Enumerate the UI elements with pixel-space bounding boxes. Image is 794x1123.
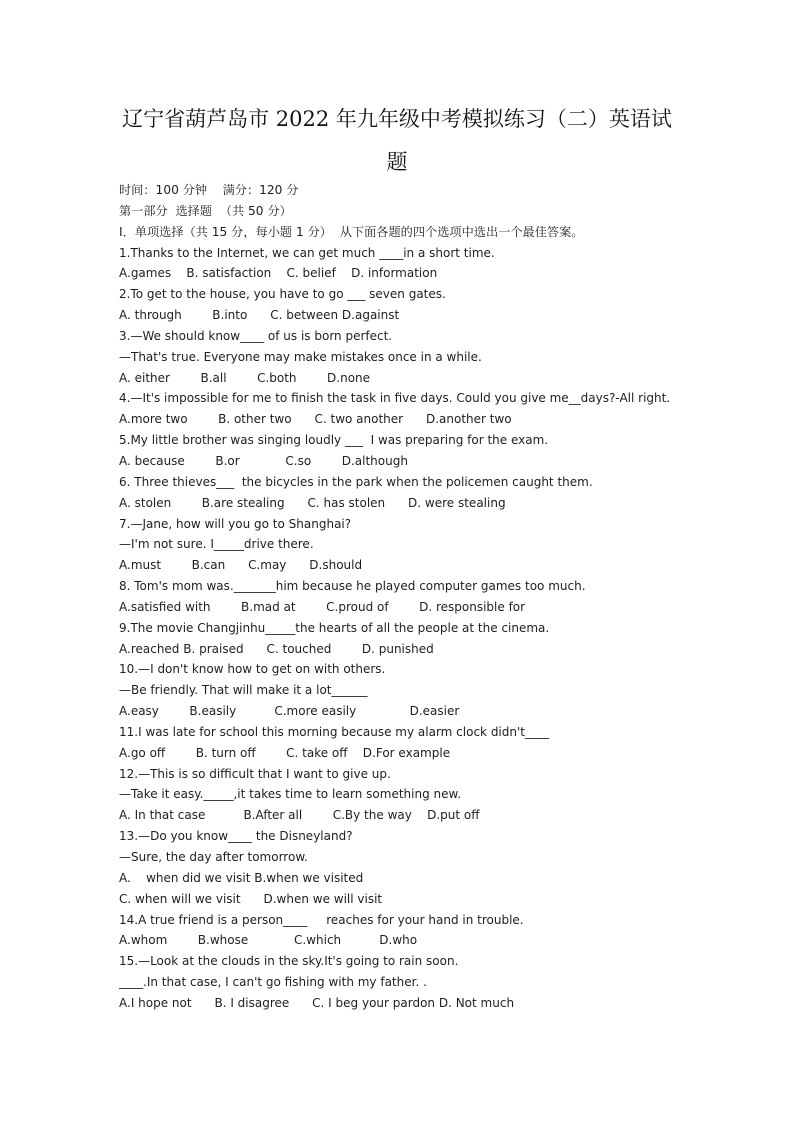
question-13-options-cd: C. when will we visit D.when we will visit [119, 891, 383, 906]
question-15-reply: ____.In that case, I can't go fishing with my father. . [119, 975, 427, 990]
question-12: 12.—This is so difficult that I want to give up. [119, 766, 391, 781]
question-10-options: A.easy B.easily C.more easily D.easier [119, 704, 460, 719]
question-13: 13.—Do you know____ the Disneyland? [119, 829, 353, 844]
question-10-reply: —Be friendly. That will make it a lot______ [119, 683, 368, 698]
question-5: 5.My little brother was singing loudly ___ I was preparing for the exam. [119, 433, 549, 448]
question-1: 1.Thanks to the Internet, we can get much ____in a short time. [119, 245, 495, 260]
question-list [119, 180, 739, 1014]
question-9-options: A.reached B. praised C. touched D. punished [119, 641, 434, 656]
question-7-options: A.must B.can C.may D.should [119, 558, 363, 573]
question-15-options: A.I hope not B. I disagree C. I beg your pardon D. Not much [119, 995, 515, 1010]
question-6: 6. Three thieves___ the bicycles in the park when the policemen caught them. [119, 474, 593, 489]
question-7-reply: —I'm not sure. I_____drive there. [119, 537, 314, 552]
question-14-options: A.whom B.whose C.which D.who [119, 933, 418, 948]
question-8: 8. Tom's mom was._______him because he played computer games too much. [119, 579, 586, 594]
question-13-reply: —Sure, the day after tomorrow. [119, 850, 308, 864]
question-12-reply: —Take it easy._____,it takes time to learn something new. [119, 787, 462, 802]
question-10: 10.—I don't know how to get on with others. [119, 662, 386, 677]
section-instructions: I．单项选择（共 15 分，每小题 1 分） 从下面各题的四个选项中选出一个最佳答案。 [119, 224, 584, 239]
question-4-options: A.more two B. other two C. two another D.another two [119, 412, 512, 427]
question-3-options: A. either B.all C.both D.none [119, 370, 371, 385]
section-heading: 第一部分 选择题 （共 50 分） [119, 203, 292, 218]
question-4: 4.—It's impossible for me to finish the task in five days. Could you give me__days?-All right. [119, 391, 671, 406]
question-5-options: A. because B.or C.so D.although [119, 453, 408, 468]
question-3: 3.—We should know____ of us is born perfect. [119, 328, 393, 343]
question-11-options: A.go off B. turn off C. take off D.For example [119, 745, 451, 760]
exam-info: 时间：100 分钟 满分：120 分 [119, 183, 299, 197]
question-1-options: A.games B. satisfaction C. belief D. information [119, 266, 438, 281]
question-9: 9.The movie Changjinhu_____the hearts of all the people at the cinema. [119, 620, 550, 635]
question-13-options-ab: A. when did we visit B.when we visited [119, 870, 364, 885]
question-11: 11.I was late for school this morning because my alarm clock didn't____ [119, 724, 549, 739]
question-7: 7.—Jane, how will you go to Shanghai? [119, 516, 352, 531]
document-title-line-1: 辽宁省葫芦岛市 2022 年九年级中考模拟练习（二）英语试 [122, 107, 672, 131]
question-15: 15.—Look at the clouds in the sky.It's going to rain soon. [119, 954, 459, 969]
question-6-options: A. stolen B.are stealing C. has stolen D. were stealing [119, 495, 506, 510]
question-3-reply: —That's true. Everyone may make mistakes once in a while. [119, 349, 482, 364]
question-8-options: A.satisfied with B.mad at C.proud of D. responsible for [119, 599, 526, 614]
question-2: 2.To get to the house, you have to go ___ seven gates. [119, 287, 446, 302]
question-14: 14.A true friend is a person____ reaches for your hand in trouble. [119, 912, 524, 927]
question-12-options: A. In that case B.After all C.By the way D.put off [119, 808, 480, 823]
question-2-options: A. through B.into C. between D.against [119, 308, 400, 323]
document-title-line-2: 题 [386, 150, 408, 174]
